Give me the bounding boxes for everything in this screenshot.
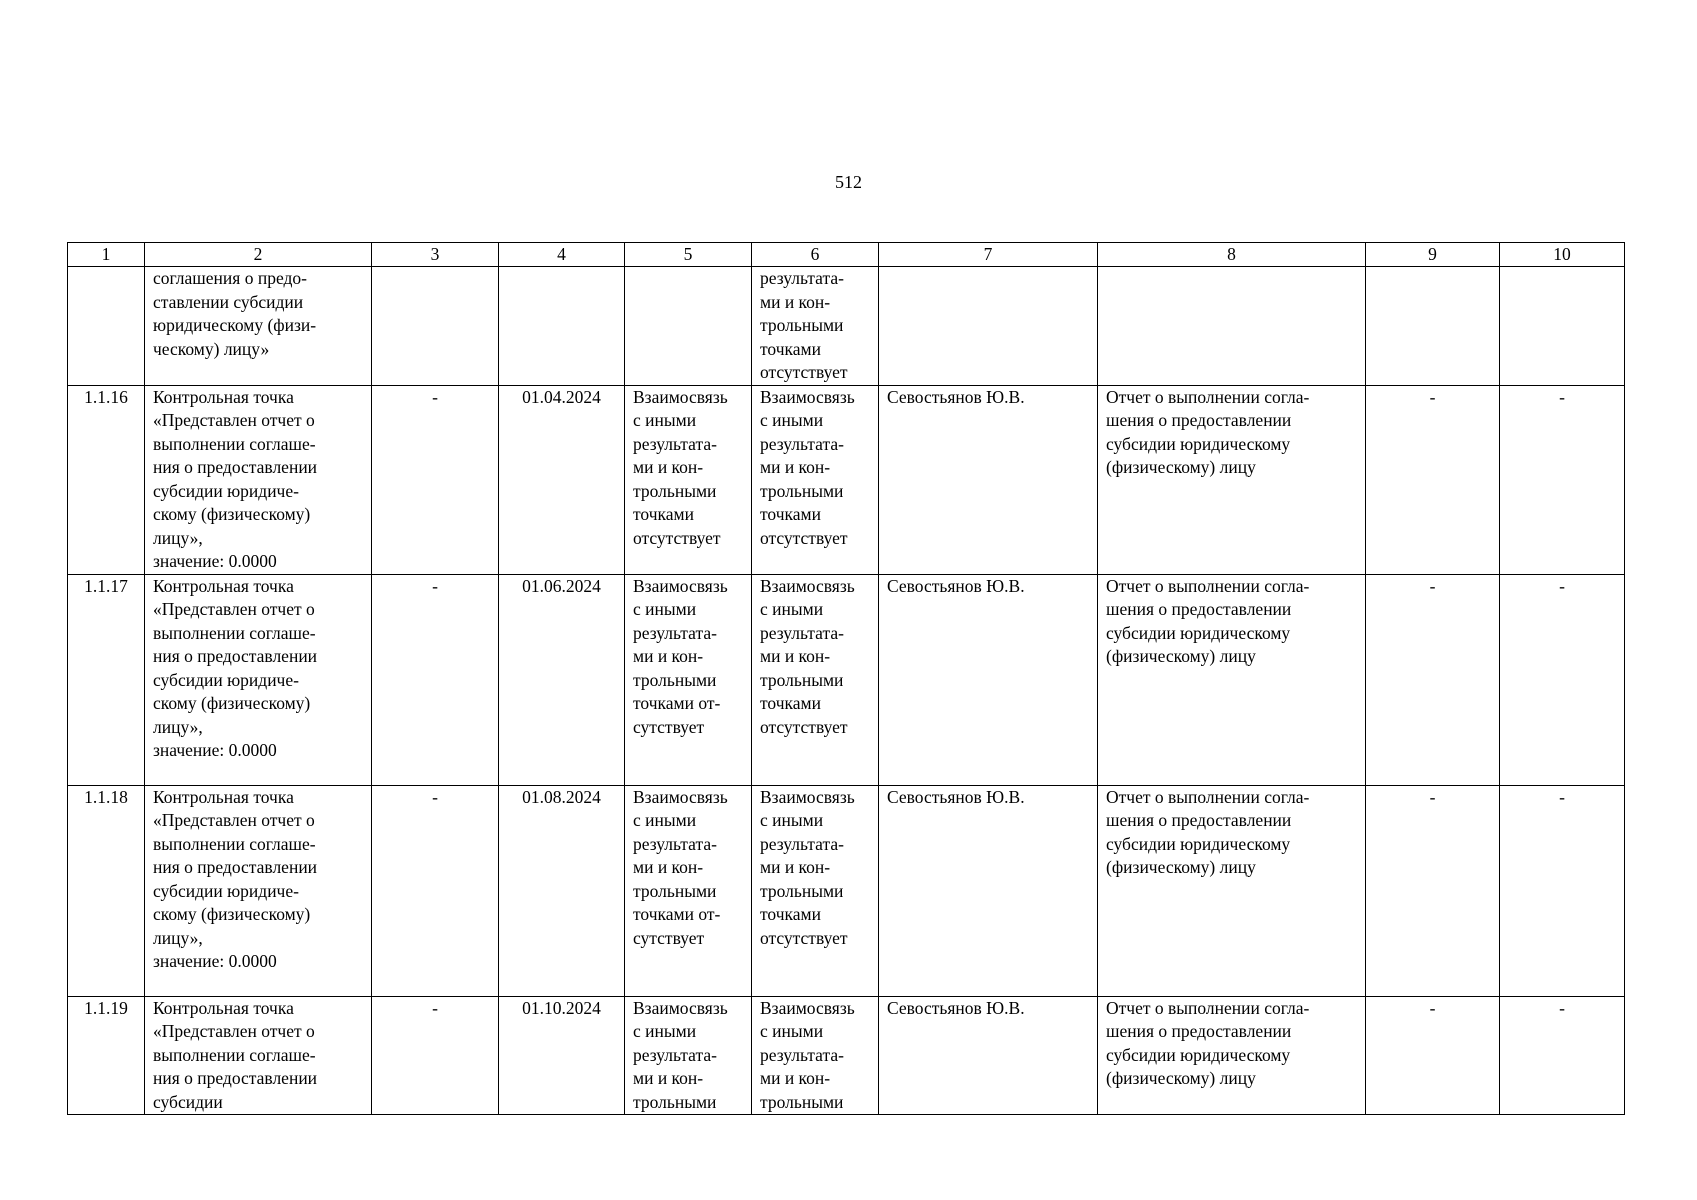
- page-number: 512: [835, 172, 862, 192]
- cell-date: 01.10.2024: [499, 996, 625, 1115]
- cell-col6: Взаимосвязь с иными результата- ми и кон- трольными точками отсутствует: [752, 385, 879, 574]
- cell-col5: Взаимосвязь с иными результата- ми и кон- трольными: [625, 996, 752, 1115]
- cell-col10: -: [1500, 996, 1625, 1115]
- table-header-row: [68, 243, 1625, 267]
- cell-responsible: Севостьянов Ю.В.: [879, 785, 1098, 996]
- cell-responsible: Севостьянов Ю.В.: [879, 385, 1098, 574]
- cell-col3: -: [372, 574, 499, 785]
- cell-document: Отчет о выполнении согла- шения о предоставлении субсидии юридическому (физическому) лицу: [1098, 785, 1366, 996]
- cell-date: 01.06.2024: [499, 574, 625, 785]
- cell-num: 1.1.18: [68, 785, 145, 996]
- cell-col3: -: [372, 785, 499, 996]
- cell-num: 1.1.19: [68, 996, 145, 1115]
- cell-col9: [1366, 267, 1500, 386]
- cell-document: [1098, 267, 1366, 386]
- cell-col5: Взаимосвязь с иными результата- ми и кон- трольными точками отсутствует: [625, 385, 752, 574]
- cell-responsible: [879, 267, 1098, 386]
- cell-name: Контрольная точка «Представлен отчет о выполнении соглаше- ния о предоставлении субсидии: [145, 996, 372, 1115]
- cell-col3: [372, 267, 499, 386]
- cell-col10: -: [1500, 785, 1625, 996]
- table-row: [68, 574, 1625, 785]
- cell-col9: -: [1366, 385, 1500, 574]
- header-col-4: 4: [499, 243, 625, 267]
- cell-num: 1.1.17: [68, 574, 145, 785]
- header-col-8: 8: [1098, 243, 1366, 267]
- cell-name: Контрольная точка «Представлен отчет о выполнении соглаше- ния о предоставлении субсидии юридиче- скому (физическому) лицу», значение: 0.0000: [145, 785, 372, 996]
- cell-col3: -: [372, 385, 499, 574]
- header-col-6: 6: [752, 243, 879, 267]
- cell-col6: Взаимосвязь с иными результата- ми и кон- трольными точками отсутствует: [752, 785, 879, 996]
- header-col-1: 1: [68, 243, 145, 267]
- cell-responsible: Севостьянов Ю.В.: [879, 574, 1098, 785]
- table-row: [68, 385, 1625, 574]
- table-row: [68, 785, 1625, 996]
- cell-document: Отчет о выполнении согла- шения о предоставлении субсидии юридическому (физическому) лицу: [1098, 574, 1366, 785]
- cell-col10: [1500, 267, 1625, 386]
- cell-col3: -: [372, 996, 499, 1115]
- cell-date: 01.08.2024: [499, 785, 625, 996]
- cell-col5: Взаимосвязь с иными результата- ми и кон- трольными точками от- сутствует: [625, 574, 752, 785]
- header-col-3: 3: [372, 243, 499, 267]
- header-col-7: 7: [879, 243, 1098, 267]
- header-col-9: 9: [1366, 243, 1500, 267]
- document-table: [67, 242, 1625, 1115]
- header-col-10: 10: [1500, 243, 1625, 267]
- header-col-5: 5: [625, 243, 752, 267]
- cell-date: [499, 267, 625, 386]
- cell-col6: Взаимосвязь с иными результата- ми и кон- трольными: [752, 996, 879, 1115]
- cell-col5: [625, 267, 752, 386]
- cell-date: 01.04.2024: [499, 385, 625, 574]
- cell-num: 1.1.16: [68, 385, 145, 574]
- table-row: [68, 996, 1625, 1115]
- cell-col10: -: [1500, 574, 1625, 785]
- cell-name: соглашения о предо- ставлении субсидии юридическому (физи- ческому) лицу»: [145, 267, 372, 386]
- cell-col10: -: [1500, 385, 1625, 574]
- header-col-2: 2: [145, 243, 372, 267]
- cell-col9: -: [1366, 785, 1500, 996]
- cell-col6: Взаимосвязь с иными результата- ми и кон- трольными точками отсутствует: [752, 574, 879, 785]
- cell-name: Контрольная точка «Представлен отчет о выполнении соглаше- ния о предоставлении субсидии юридиче- скому (физическому) лицу», значение: 0.0000: [145, 385, 372, 574]
- cell-col9: -: [1366, 574, 1500, 785]
- cell-responsible: Севостьянов Ю.В.: [879, 996, 1098, 1115]
- cell-num: [68, 267, 145, 386]
- cell-col5: Взаимосвязь с иными результата- ми и кон- трольными точками от- сутствует: [625, 785, 752, 996]
- cell-name: Контрольная точка «Представлен отчет о выполнении соглаше- ния о предоставлении субсидии юридиче- скому (физическому) лицу», значение: 0.0000: [145, 574, 372, 785]
- cell-document: Отчет о выполнении согла- шения о предоставлении субсидии юридическому (физическому) лицу: [1098, 385, 1366, 574]
- cell-col6: результата- ми и кон- трольными точками отсутствует: [752, 267, 879, 386]
- table-row-continuation: [68, 267, 1625, 386]
- cell-document: Отчет о выполнении согла- шения о предоставлении субсидии юридическому (физическому) лицу: [1098, 996, 1366, 1115]
- cell-col9: -: [1366, 996, 1500, 1115]
